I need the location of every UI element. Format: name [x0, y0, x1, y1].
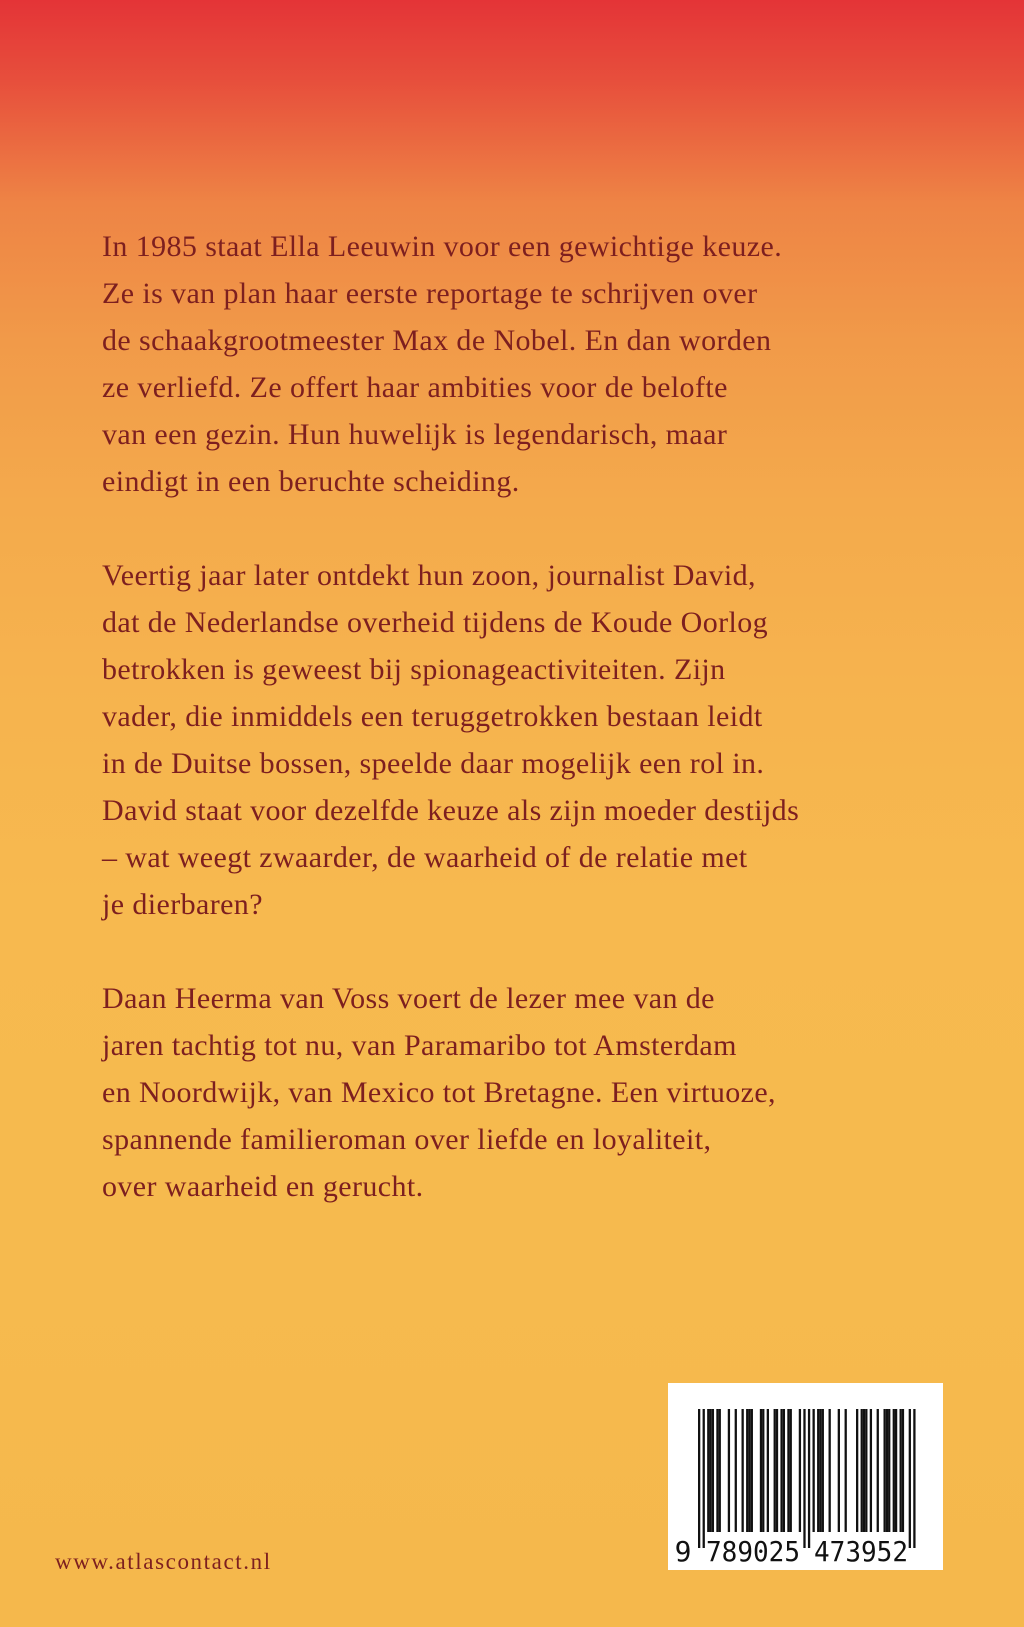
blurb-line: – wat weegt zwaarder, de waarheid of de relatie met	[102, 841, 748, 874]
blurb-line: David staat voor dezelfde keuze als zijn moeder destijds	[102, 794, 800, 827]
blurb-line: ze verliefd. Ze offert haar ambities voor de belofte	[102, 371, 728, 404]
barcode-digits: 9	[674, 1535, 692, 1568]
blurb-line: eindigt in een beruchte scheiding.	[102, 465, 520, 498]
blurb-line: spannende familieroman over liefde en loyaliteit,	[102, 1123, 712, 1156]
blurb-line: In 1985 staat Ella Leeuwin voor een gewichtige keuze.	[102, 230, 783, 263]
blurb-line: Daan Heerma van Voss voert de lezer mee van de	[102, 982, 715, 1015]
blurb-paragraph	[102, 552, 932, 928]
blurb-line: dat de Nederlandse overheid tijdens de Koude Oorlog	[102, 606, 769, 639]
blurb-line: en Noordwijk, van Mexico tot Bretagne. Een virtuoze,	[102, 1076, 776, 1109]
isbn-barcode	[668, 1383, 943, 1570]
blurb-paragraph	[102, 223, 932, 505]
blurb-line: de schaakgrootmeester Max de Nobel. En dan worden	[102, 324, 772, 357]
blurb-line: Veertig jaar later ontdekt hun zoon, journalist David,	[102, 559, 756, 592]
barcode-digits: 473952	[814, 1535, 908, 1568]
barcode-digits: 789025	[706, 1535, 800, 1568]
back-cover-blurb	[102, 223, 932, 1210]
publisher-url: www.atlascontact.nl	[55, 1549, 272, 1574]
blurb-line: Ze is van plan haar eerste reportage te schrijven over	[102, 277, 758, 310]
blurb-line: jaren tachtig tot nu, van Paramaribo tot Amsterdam	[102, 1029, 737, 1062]
barcode-bars	[668, 1383, 943, 1570]
blurb-line: vader, die inmiddels een teruggetrokken bestaan leidt	[102, 700, 763, 733]
blurb-line: betrokken is geweest bij spionageactiviteiten. Zijn	[102, 653, 726, 686]
blurb-line: in de Duitse bossen, speelde daar mogelijk een rol in.	[102, 747, 765, 780]
blurb-line: van een gezin. Hun huwelijk is legendarisch, maar	[102, 418, 728, 451]
blurb-line: je dierbaren?	[102, 888, 263, 921]
blurb-line: over waarheid en gerucht.	[102, 1170, 424, 1203]
blurb-paragraph	[102, 975, 932, 1210]
